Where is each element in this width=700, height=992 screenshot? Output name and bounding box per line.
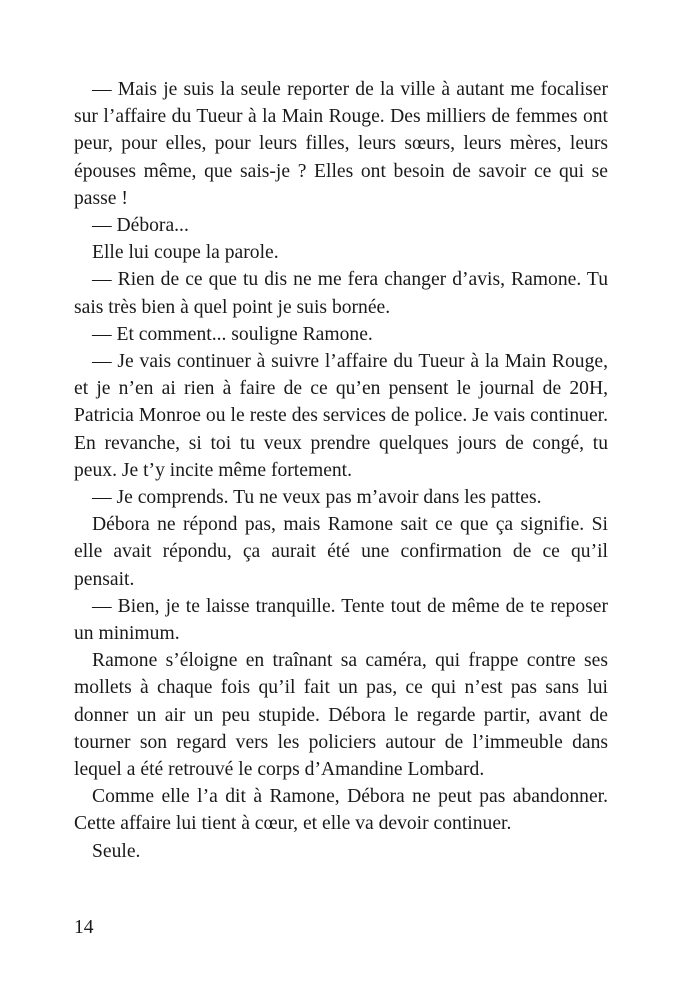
page-body <box>74 76 608 865</box>
paragraph: Seule. <box>92 840 141 862</box>
paragraph: — Bien, je te laisse tranquille. Tente tout de même de te reposer un minimum. <box>74 595 608 645</box>
paragraph: Elle lui coupe la parole. <box>92 242 279 264</box>
paragraph: — Rien de ce que tu dis ne me fera changer d’avis, Ramone. Tu sais très bien à quel point je suis bornée. <box>74 269 608 318</box>
page-number: 14 <box>74 917 94 938</box>
paragraph: — Je comprends. Tu ne veux pas m’avoir dans les pattes. <box>92 487 542 509</box>
paragraph: — Je vais continuer à suivre l’affaire du Tueur à la Main Rouge, et je n’en ai rien à faire de ce qu’en pensent le journal de 20H, Patricia Monroe ou le reste des services de police. Je vais continuer. En revanche, si toi tu veux prendre quelques jours de congé, tu peux. Je t’y incite même fortement. <box>74 351 608 481</box>
paragraph: Débora ne répond pas, mais Ramone sait ce que ça signifie. Si elle avait répondu, ça aurait été une confirmation de ce qu’il pensait. <box>74 514 608 590</box>
paragraph: — Et comment... souligne Ramone. <box>92 323 373 345</box>
paragraph: Ramone s’éloigne en traînant sa caméra, qui frappe contre ses mollets à chaque fois qu’il fait un pas, ce qui n’est pas sans lui donner un air un peu stupide. Débora le regarde partir, avant de tourner son regard vers les policiers autour de l’immeuble dans lequel a été retrouvé le corps d’Amandine Lombard. <box>74 650 608 781</box>
paragraph: Comme elle l’a dit à Ramone, Débora ne peut pas abandonner. Cette affaire lui tient à cœur, et elle va devoir continuer. <box>74 786 608 835</box>
paragraph: — Mais je suis la seule reporter de la ville à autant me focaliser sur l’affaire du Tueur à la Main Rouge. Des milliers de femmes ont peur, pour elles, pour leurs filles, leurs sœurs, leurs mères, leurs épouses même, que sais-je ? Elles ont besoin de savoir ce qui se passe ! <box>74 79 608 209</box>
paragraph: — Débora... <box>92 215 189 237</box>
